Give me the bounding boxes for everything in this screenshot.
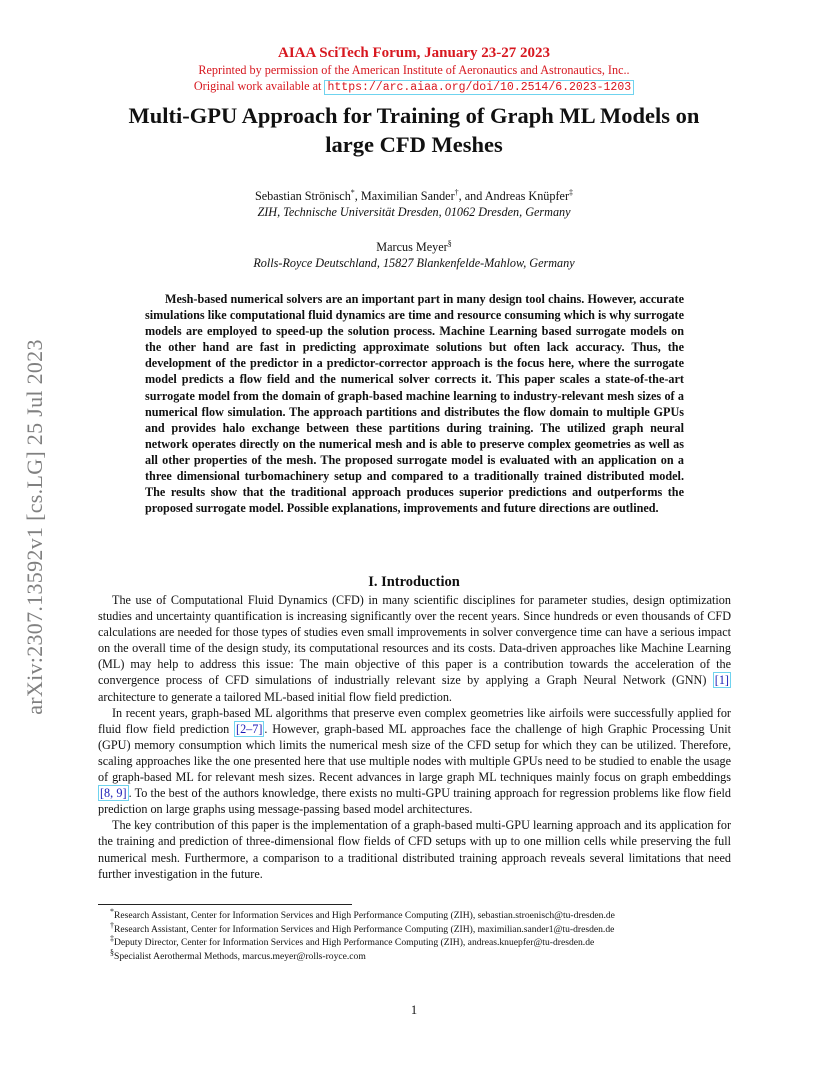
footnote-mark: * <box>110 906 114 916</box>
author-separator: , <box>354 189 361 203</box>
author-footnote-mark[interactable]: † <box>454 187 459 197</box>
author-names <box>0 239 828 255</box>
paragraph-text: . However, graph-based ML approaches face the challenge of high Graphic Processing Unit (GPU) memory consumption which limits the numerical mesh size of the CFD setup for which they can be utilized. Therefore, scaling approaches like the one presented here that use multiple nodes with multiple GPUs need to be studied to enable the usage of graph-based ML for relevant mesh sizes. Recent advances in large graph ML techniques mainly focus on graph embeddings <box>98 721 732 785</box>
citation-link[interactable]: [8, 9] <box>100 786 127 801</box>
author-footnote-mark[interactable]: * <box>350 187 355 197</box>
author-name: Maximilian Sander <box>360 189 455 203</box>
footnote-mark: § <box>110 947 114 957</box>
author-name: Andreas Knüpfer <box>484 189 569 203</box>
conference-header <box>0 45 828 96</box>
arxiv-id-text: arXiv:2307.13592v1 [cs.LG] 25 Jul 2023 <box>22 338 47 715</box>
author-name: Sebastian Strönisch <box>254 189 351 203</box>
author-block-1 <box>0 188 828 220</box>
paragraph-text: architecture to generate a tailored ML-based initial flow field prediction. <box>98 689 452 704</box>
author-name: Marcus Meyer <box>376 240 448 254</box>
affiliation-rolls-royce: Rolls-Royce Deutschland, 15827 Blankenfelde-Mahlow, Germany <box>253 256 575 270</box>
footnote <box>110 920 730 937</box>
footnote-mark: ‡ <box>110 934 114 943</box>
author-separator: , and <box>458 189 485 203</box>
paragraph <box>98 705 731 818</box>
author-footnote-mark[interactable]: ‡ <box>569 187 573 197</box>
paragraph-text: In recent years, graph-based ML algorithms that preserve even complex geometries like airfoils were successfully applied for fluid flow field prediction <box>98 705 731 736</box>
introduction-body <box>98 592 731 882</box>
author-block-2 <box>0 239 828 271</box>
footnote-text: Deputy Director, Center for Information Services and High Performance Computing (ZIH), andreas.knuepfer@tu-dresden.de <box>114 937 595 949</box>
arxiv-side-identifier <box>22 295 48 758</box>
footnote <box>110 947 730 964</box>
footnote <box>110 906 730 923</box>
paragraph: The key contribution of this paper is the implementation of a graph-based multi-GPU learning approach and its application for the training and prediction of three-dimensional flow fields of CFD setups with up to one million cells while preserving the full numerical mesh. Furthermore, a comparison to a traditional distributed training approach reveals several limitations that need further investigation in the future. <box>98 818 731 881</box>
title-line-1: Multi-GPU Approach for Training of Graph ML Models on <box>128 103 700 128</box>
footnotes <box>110 906 730 963</box>
original-work-line <box>0 78 828 96</box>
footnote-mark: † <box>110 920 114 930</box>
doi-link[interactable]: https://arc.aiaa.org/doi/10.2514/6.2023-1203 <box>324 80 634 95</box>
original-work-prefix: Original work available at <box>193 79 322 93</box>
footnote-text: Research Assistant, Center for Information Services and High Performance Computing (ZIH), maximilian.sander1@tu-dresden.de <box>114 923 615 935</box>
forum-line: AIAA SciTech Forum, January 23-27 2023 <box>278 45 550 61</box>
citation-link[interactable]: [1] <box>714 673 729 688</box>
paragraph-text: . To the best of the authors knowledge, there exists no multi-GPU training approach for regression problems like flow field prediction on large graphs using message-passing based model architectures. <box>98 786 731 817</box>
author-footnote-mark[interactable]: § <box>447 238 452 248</box>
author-names <box>0 188 828 204</box>
section-heading: I. Introduction <box>368 574 460 590</box>
footnote-text: Specialist Aerothermal Methods, marcus.meyer@rolls-royce.com <box>114 950 366 962</box>
title-line-2: large CFD Meshes <box>325 132 503 157</box>
page-number: 1 <box>410 1003 418 1017</box>
paragraph <box>98 592 731 705</box>
abstract: Mesh-based numerical solvers are an important part in many design tool chains. However, accurate simulations like computational fluid dynamics are time and resource consuming which is why surrogate models are employed to speed-up the solution process. Machine Learning based surrogate models on the other hand are fast in predicting approximate solutions but often lack accuracy. Thus, the development of the predictor in a predictor-corrector approach is the focus here, where the surrogate model predicts a flow field and the numerical solver corrects it. This paper scales a state-of-the-art surrogate model from the domain of graph-based machine learning to industry-relevant mesh sizes of a numerical flow simulation. The approach partitions and distributes the flow domain to multiple GPUs and provides halo exchange between these partitions during training. The utilized graph neural network operates directly on the numerical mesh and is able to preserve complex geometries as well as all other properties of the mesh. The proposed surrogate model is evaluated with an application on a three dimensional turbomachinery setup and compared to a traditionally trained distributed model. The results show that the traditional approach produces superior predictions and outperforms the proposed surrogate model. Possible explanations, improvements and future directions are outlined. <box>145 292 684 516</box>
affiliation-zih: ZIH, Technische Universität Dresden, 01062 Dresden, Germany <box>257 205 571 219</box>
paper-title <box>80 101 748 159</box>
citation-link[interactable]: [2–7] <box>236 721 263 736</box>
footnote <box>110 936 730 950</box>
reprint-notice: Reprinted by permission of the American Institute of Aeronautics and Astronautics, Inc.. <box>198 63 630 77</box>
paragraph-text: The use of Computational Fluid Dynamics (CFD) in many scientific disciplines for parameter studies, design optimization studies and uncertainty quantification is increasing significantly over the recent years. Since hundreds or even thousands of CFD calculations are needed for those types of studies even small improvements in solver convergence time can have a serious impact on the overall time of the design study, its computational resources and its costs. Data-driven approaches like Machine Learning (ML) may help to address this issue: The main objective of this paper is a contribution towards the acceleration of the convergence process of CFD simulations of industrially relevant size by applying a Graph Neural Network (GNN) <box>98 593 731 688</box>
footnote-text: Research Assistant, Center for Information Services and High Performance Computing (ZIH), sebastian.stroenisch@tu-dresden.de <box>114 910 615 921</box>
footnote-divider <box>98 904 352 905</box>
